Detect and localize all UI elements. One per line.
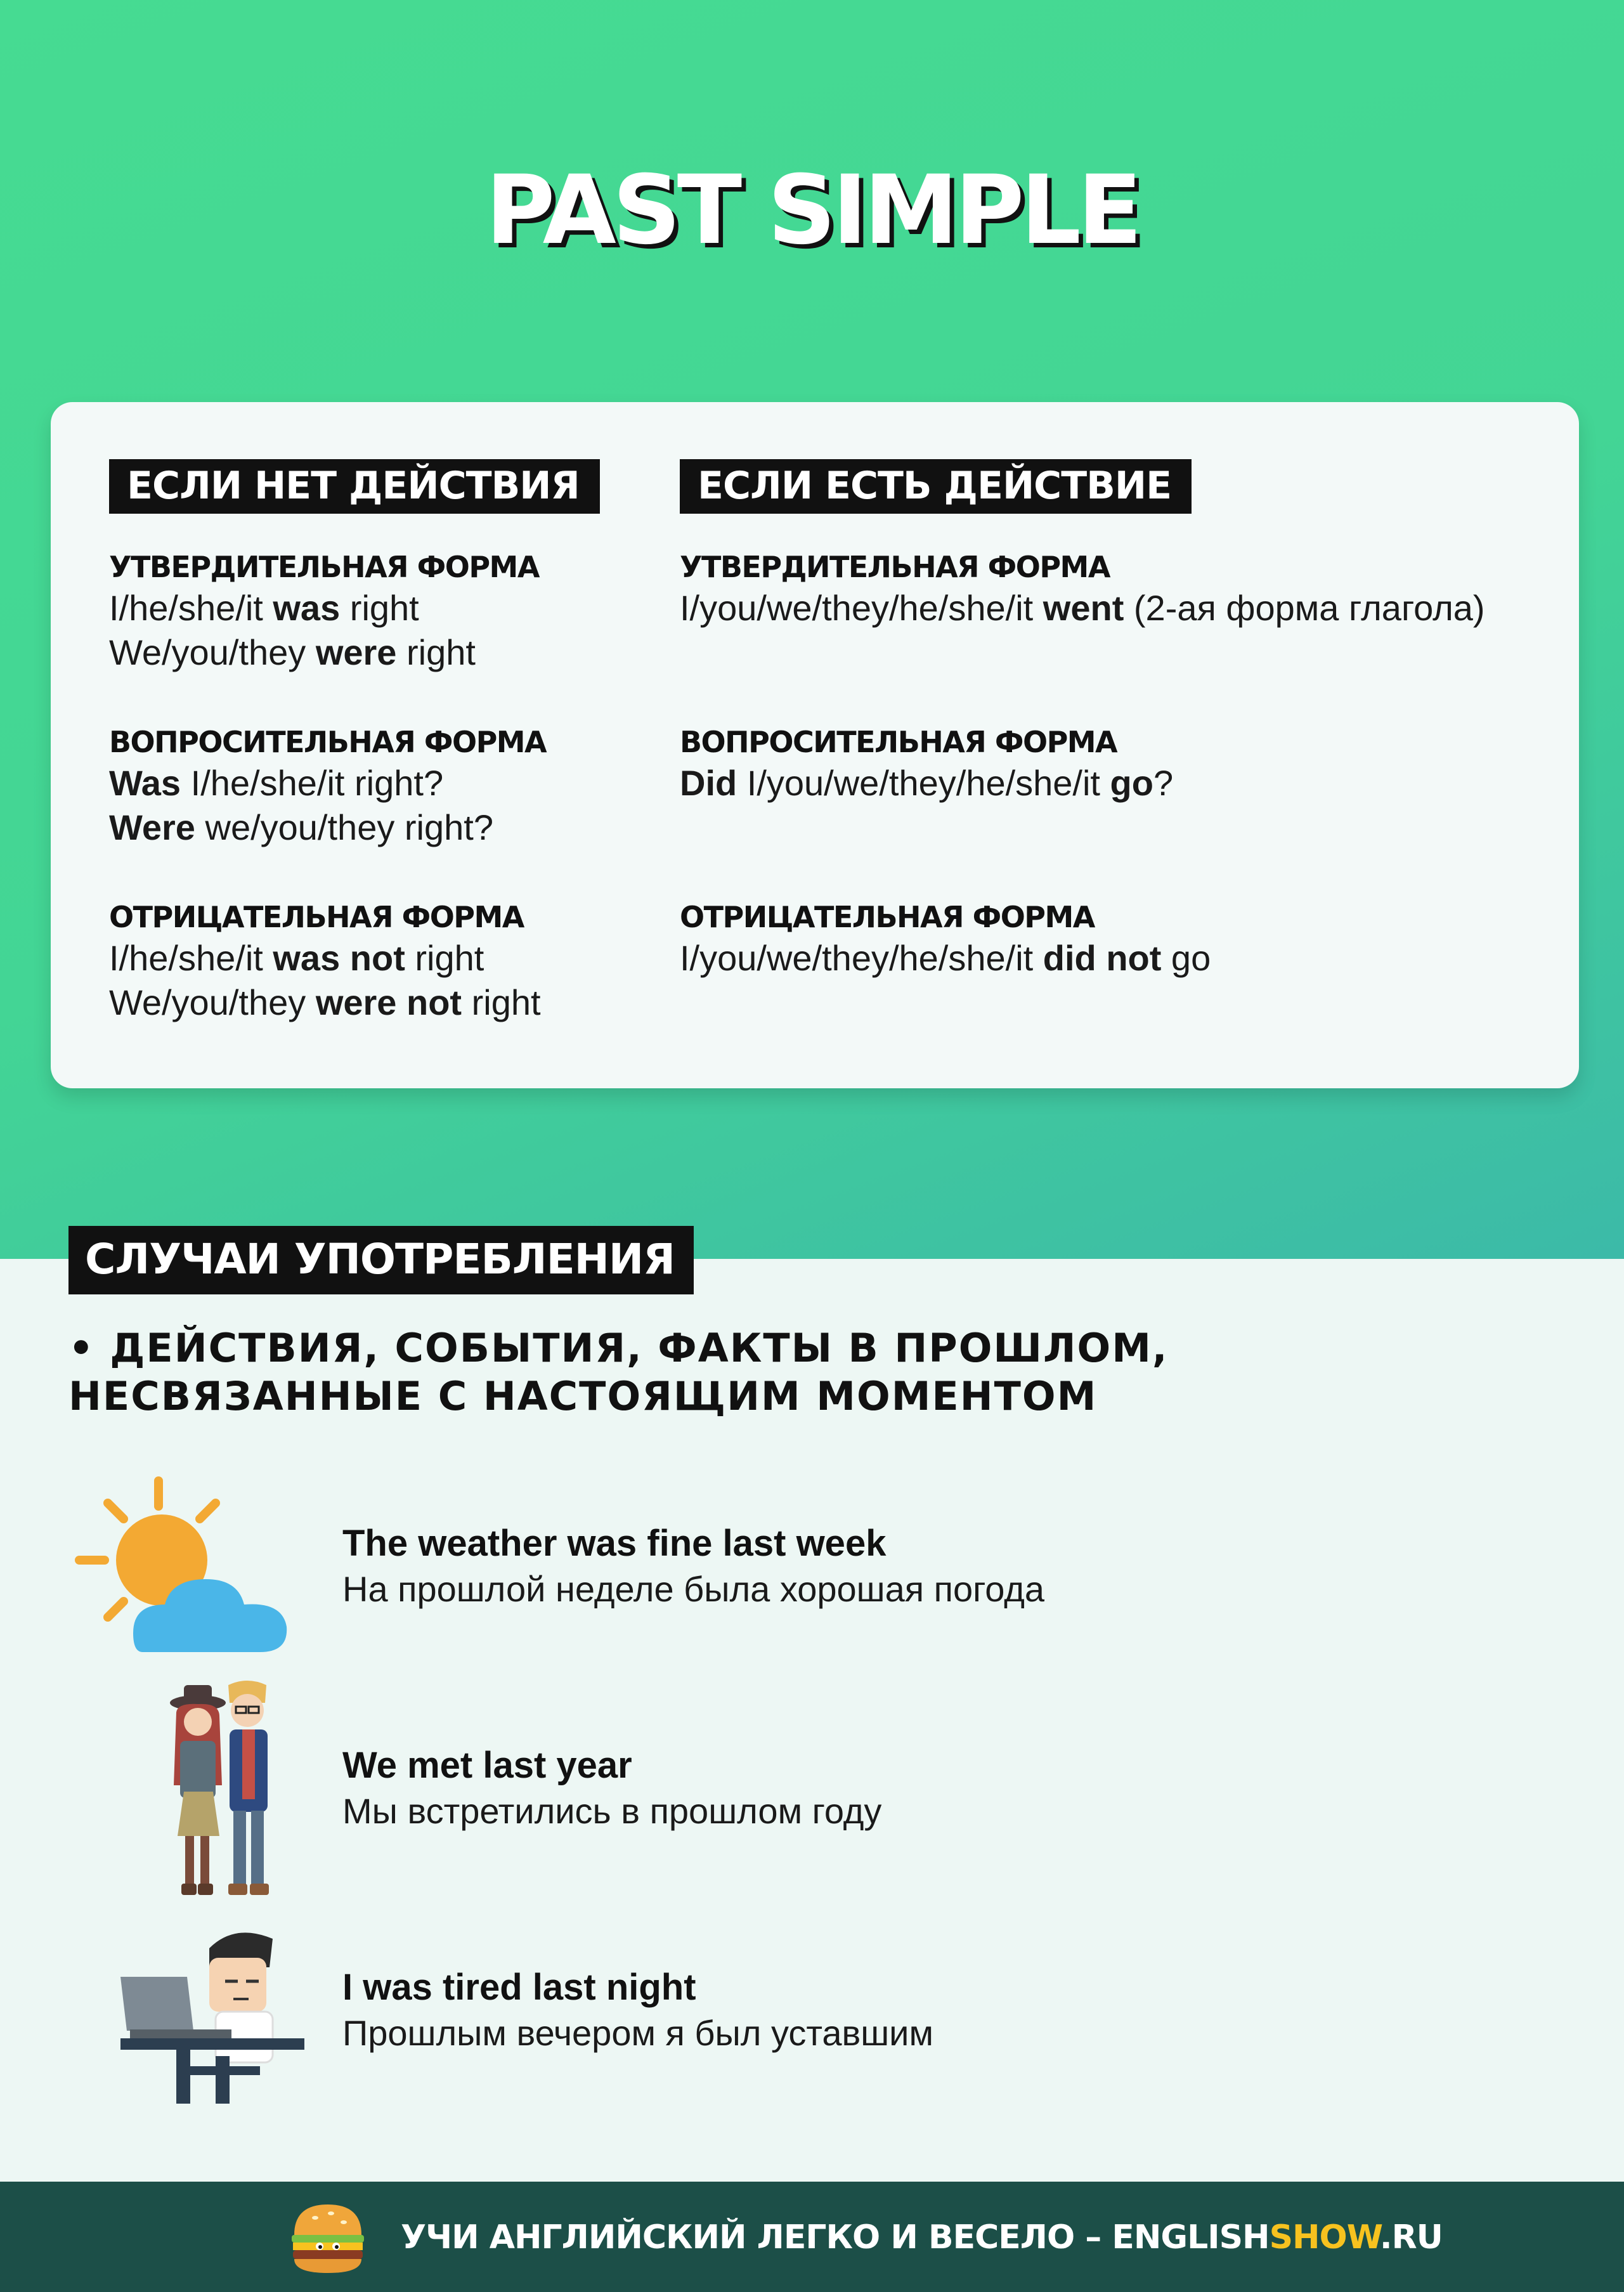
example-line: I/you/we/they/he/she/it went (2-ая форма глагола) [680,588,1485,628]
interrogative-label: ВОПРОСИТЕЛЬНАЯ ФОРМА [680,725,1117,759]
interrogative-form-block [680,723,1173,805]
example-line: I/you/we/they/he/she/it did not go [680,938,1211,978]
example-line: I/he/she/it was not right [109,938,484,978]
burger-logo-icon [287,2196,369,2278]
negative-form-block [680,898,1211,980]
example-english: The weather was fine last week [342,1523,887,1564]
uses-bullet [68,1324,1464,1421]
no-action-tag: ЕСЛИ НЕТ ДЕЙСТВИЯ [109,459,600,514]
example-line: Was I/he/she/it right? [109,763,444,803]
rules-card [51,402,1579,1088]
interrogative-label: ВОПРОСИТЕЛЬНАЯ ФОРМА [109,725,547,759]
example-russian: Мы встретились в прошлом году [342,1791,882,1831]
footer-brand-highlight: SHOW [1269,2218,1380,2256]
negative-label: ОТРИЦАТЕЛЬНАЯ ФОРМА [109,900,524,934]
interrogative-form-block [109,723,546,850]
negative-form-block [109,898,541,1025]
tired-man-laptop-illustration [114,1923,311,2107]
no-action-column [109,459,600,1022]
bullet-line: НЕСВЯЗАННЫЕ С НАСТОЯЩИМ МОМЕНТОМ [68,1373,1098,1419]
action-column [680,459,1485,978]
example-item [342,1521,1044,1612]
example-russian: На прошлой неделе была хорошая погода [342,1569,1045,1609]
example-item [342,1965,933,2056]
affirmative-label: УТВЕРДИТЕЛЬНАЯ ФОРМА [109,550,539,584]
example-line: I/he/she/it was right [109,588,419,628]
couple-illustration [159,1677,285,1912]
uses-tag: СЛУЧАИ УПОТРЕБЛЕНИЯ [68,1226,694,1294]
example-line: Were we/you/they right? [109,807,493,847]
footer [0,2182,1624,2292]
affirmative-form-block [109,548,539,675]
example-line: We/you/they were not right [109,982,541,1022]
footer-slogan: УЧИ АНГЛИЙСКИЙ ЛЕГКО И ВЕСЕЛО – ENGLISHSHOW.RU [401,2218,1443,2256]
affirmative-form-block [680,548,1485,630]
bullet-line: • ДЕЙСТВИЯ, СОБЫТИЯ, ФАКТЫ В ПРОШЛОМ, [68,1325,1169,1371]
example-english: I was tired last night [342,1967,696,2008]
negative-label: ОТРИЦАТЕЛЬНАЯ ФОРМА [680,900,1095,934]
sun-cloud-icon [70,1475,317,1665]
example-russian: Прошлым вечером я был уставшим [342,2013,933,2053]
action-tag: ЕСЛИ ЕСТЬ ДЕЙСТВИЕ [680,459,1192,514]
example-english: We met last year [342,1745,632,1786]
example-line: Did I/you/we/they/he/she/it go? [680,763,1174,803]
example-item [342,1743,881,1834]
example-line: We/you/they were right [109,632,476,672]
affirmative-label: УТВЕРДИТЕЛЬНАЯ ФОРМА [680,550,1110,584]
page-title: PAST SIMPLE [485,155,1139,266]
